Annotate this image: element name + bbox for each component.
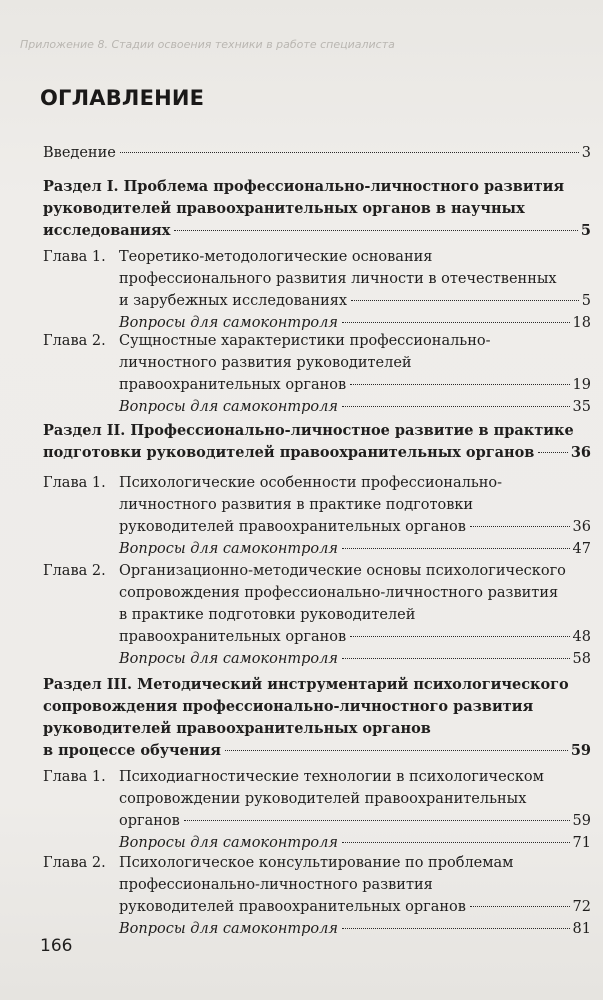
toc-section-1[interactable] xyxy=(43,176,591,242)
toc-page-number: 71 xyxy=(572,835,591,851)
chapter-title-line: Теоретико-методологические основания xyxy=(119,249,433,265)
self-check-label: Вопросы для самоконтроля xyxy=(119,835,338,851)
chapter-number: Глава 2. xyxy=(43,563,106,579)
toc-page-number: 47 xyxy=(572,541,591,557)
toc-page-number: 19 xyxy=(572,377,591,393)
self-check-entry[interactable] xyxy=(119,648,591,670)
chapter-title-line: и зарубежных исследованиях xyxy=(119,293,348,309)
toc-page-number: 3 xyxy=(581,145,591,161)
chapter-title-line: руководителей правоохранительных органов xyxy=(119,519,466,535)
chapter-number: Глава 1. xyxy=(43,475,106,491)
toc-page-number: 35 xyxy=(572,399,591,415)
dot-leader xyxy=(350,384,569,385)
dot-leader xyxy=(342,928,570,929)
chapter-title-line: правоохранительных органов xyxy=(119,377,347,393)
toc-page-number: 36 xyxy=(570,444,591,461)
section-title-line: Раздел II. Профессионально-личностное развитие в практике xyxy=(43,422,574,439)
toc-chapter-1-1[interactable] xyxy=(43,246,591,334)
chapter-title-line: Организационно-методические основы психологического xyxy=(119,563,566,579)
section-title-line: подготовки руководителей правоохранительных органов xyxy=(43,444,535,461)
dot-leader xyxy=(342,658,570,659)
dot-leader xyxy=(342,322,570,323)
section-title-line: исследованиях xyxy=(43,222,171,239)
chapter-title-line: профессионального развития личности в отечественных xyxy=(119,271,557,287)
section-title-line: руководителей правоохранительных органов xyxy=(43,720,431,737)
toc-page-number: 5 xyxy=(580,222,591,239)
self-check-label: Вопросы для самоконтроля xyxy=(119,399,338,415)
running-head: Приложение 8. Стадии освоения техники в работе специалиста xyxy=(20,38,395,51)
chapter-title-line: в практике подготовки руководителей xyxy=(119,607,416,623)
chapter-title-line: Психологическое консультирование по проблемам xyxy=(119,855,514,871)
toc-chapter-2-2[interactable] xyxy=(43,560,591,670)
toc-page-number: 72 xyxy=(572,899,591,915)
dot-leader xyxy=(470,526,570,527)
dot-leader xyxy=(342,406,570,407)
self-check-label: Вопросы для самоконтроля xyxy=(119,541,338,557)
toc-section-3[interactable] xyxy=(43,674,591,762)
chapter-title-line: профессионально-личностного развития xyxy=(119,877,433,893)
toc-page-number: 36 xyxy=(572,519,591,535)
chapter-number: Глава 2. xyxy=(43,333,106,349)
dot-leader xyxy=(351,300,579,301)
toc-chapter-1-2[interactable] xyxy=(43,330,591,418)
chapter-title-line: органов xyxy=(119,813,180,829)
dot-leader xyxy=(342,548,570,549)
self-check-entry[interactable] xyxy=(119,396,591,418)
toc-page-number: 5 xyxy=(581,293,591,309)
toc-chapter-3-1[interactable] xyxy=(43,766,591,854)
chapter-title-line: сопровождении руководителей правоохранительных xyxy=(119,791,527,807)
toc-chapter-2-1[interactable] xyxy=(43,472,591,560)
self-check-entry[interactable] xyxy=(119,832,591,854)
dot-leader xyxy=(174,230,578,231)
dot-leader xyxy=(538,452,567,453)
section-title-line: Раздел III. Методический инструментарий психологического xyxy=(43,676,569,693)
toc-page-number: 48 xyxy=(572,629,591,645)
self-check-entry[interactable] xyxy=(119,538,591,560)
chapter-title-line: Сущностные характеристики профессионально- xyxy=(119,333,491,349)
section-title-line: в процессе обучения xyxy=(43,742,221,759)
toc-entry-label: Введение xyxy=(43,145,116,161)
dot-leader xyxy=(225,750,568,751)
chapter-title-line: правоохранительных органов xyxy=(119,629,347,645)
self-check-label: Вопросы для самоконтроля xyxy=(119,921,338,937)
section-title-line: руководителей правоохранительных органов в научных xyxy=(43,200,525,217)
chapter-title-line: личностного развития руководителей xyxy=(119,355,412,371)
chapter-title-line: Психологические особенности профессионально- xyxy=(119,475,503,491)
self-check-label: Вопросы для самоконтроля xyxy=(119,651,338,667)
chapter-number: Глава 2. xyxy=(43,855,106,871)
chapter-title-line: личностного развития в практике подготовки xyxy=(119,497,474,513)
chapter-title-line: сопровождения профессионально-личностного развития xyxy=(119,585,559,601)
self-check-label: Вопросы для самоконтроля xyxy=(119,315,338,331)
toc-section-2[interactable] xyxy=(43,420,591,464)
section-title-line: Раздел I. Проблема профессионально-личностного развития xyxy=(43,178,565,195)
toc-page-number: 18 xyxy=(572,315,591,331)
chapter-number: Глава 1. xyxy=(43,769,106,785)
toc-page-number: 59 xyxy=(572,813,591,829)
page-number-folio: 166 xyxy=(40,936,73,956)
dot-leader xyxy=(470,906,570,907)
dot-leader xyxy=(120,152,579,153)
page-title: ОГЛАВЛЕНИЕ xyxy=(40,86,205,110)
toc-page-number: 59 xyxy=(570,742,591,759)
toc-chapter-3-2[interactable] xyxy=(43,852,591,940)
chapter-title-line: Психодиагностические технологии в психологическом xyxy=(119,769,544,785)
section-title-line: сопровождения профессионально-личностного развития xyxy=(43,698,534,715)
self-check-entry[interactable] xyxy=(119,918,591,940)
toc-entry-intro[interactable] xyxy=(43,142,591,164)
dot-leader xyxy=(350,636,569,637)
chapter-number: Глава 1. xyxy=(43,249,106,265)
dot-leader xyxy=(342,842,570,843)
toc-page-number: 81 xyxy=(572,921,591,937)
chapter-title-line: руководителей правоохранительных органов xyxy=(119,899,466,915)
dot-leader xyxy=(184,820,570,821)
toc-page-number: 58 xyxy=(572,651,591,667)
